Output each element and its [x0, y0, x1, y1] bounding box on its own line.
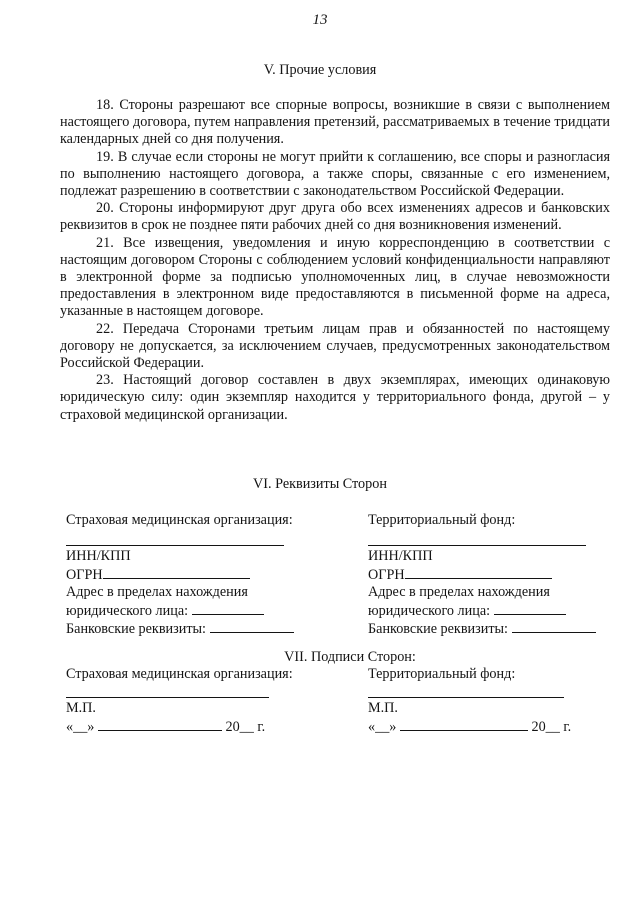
paragraph-19: 19. В случае если стороны не могут прийти к соглашению, все споры и разногласия по выполнению настоящего договора, а также споры, связанные с его изменением, подлежат разрешению в соответствии с законодательством Российской Федерации. — [60, 148, 610, 200]
right-inn-kpp: ИНН/КПП — [368, 548, 433, 565]
left-address-line — [192, 602, 264, 615]
left-ogrn-label: ОГРН — [66, 566, 103, 583]
right-bank-line — [512, 620, 596, 633]
left-address-row — [66, 602, 316, 620]
right-ogrn-label: ОГРН — [368, 566, 405, 583]
right-ogrn-row — [368, 566, 613, 584]
left-name-line — [66, 545, 284, 546]
right-bank-row — [368, 620, 613, 638]
left-address-2: юридического лица: — [66, 602, 189, 619]
section-6-title: VI. Реквизиты Сторон — [253, 476, 387, 492]
left-date-row — [66, 718, 316, 736]
left-bank-line — [210, 620, 294, 633]
right-date-year: 20__ г. — [531, 718, 572, 735]
right-date-row — [368, 718, 613, 736]
section-5-title: V. Прочие условия — [263, 62, 377, 78]
right-date-line — [400, 718, 528, 731]
right-party-label: Территориальный фонд: — [368, 512, 516, 528]
paragraph-18: 18. Стороны разрешают все спорные вопросы, возникшие в связи с выполнением настоящего договора, путем направления претензий, рассматриваемых в течение тридцати календарных дней со дня получения. — [60, 97, 610, 148]
right-signature-line — [368, 697, 564, 698]
right-ogrn-line — [405, 566, 552, 579]
right-sign-party: Территориальный фонд: — [368, 666, 516, 682]
page-number: 13 — [312, 12, 328, 28]
left-stamp-label: М.П. — [66, 700, 96, 717]
left-date-line — [98, 718, 222, 731]
section-5-body — [60, 97, 610, 424]
right-address-1: Адрес в пределах нахождения — [368, 584, 550, 601]
section-7-title: VII. Подписи Сторон: — [284, 649, 416, 665]
left-date-year: 20__ г. — [225, 718, 266, 735]
right-address-row — [368, 602, 613, 620]
left-inn-kpp: ИНН/КПП — [66, 548, 131, 565]
signature-left — [66, 666, 316, 736]
paragraph-20: 20. Стороны информируют друг друга обо всех изменениях адресов и банковских реквизитов в срок не позднее пяти рабочих дней со дня возникновения изменений. — [60, 200, 610, 234]
left-party-label: Страховая медицинская организация: — [66, 512, 293, 528]
left-bank-label: Банковские реквизиты: — [66, 621, 206, 638]
right-address-2: юридического лица: — [368, 602, 491, 619]
requisites-left — [66, 512, 316, 638]
paragraph-23: 23. Настоящий договор составлен в двух экземплярах, имеющих одинаковую юридическую силу: один экземпляр находится у территориального фонда, другой – у страховой медицинской организации. — [60, 372, 610, 423]
left-ogrn-row — [66, 566, 316, 584]
right-name-line — [368, 545, 586, 546]
left-date-day: «__» — [66, 718, 95, 735]
left-address-1: Адрес в пределах нахождения — [66, 584, 248, 601]
right-date-day: «__» — [368, 718, 397, 735]
signature-right — [368, 666, 613, 736]
left-sign-party: Страховая медицинская организация: — [66, 666, 293, 682]
left-bank-row — [66, 620, 316, 638]
left-signature-line — [66, 697, 269, 698]
right-bank-label: Банковские реквизиты: — [368, 621, 508, 638]
right-stamp-label: М.П. — [368, 700, 398, 717]
paragraph-21: 21. Все извещения, уведомления и иную корреспонденцию в соответствии с настоящим договором Стороны с соблюдением условий конфиденциальности направляют в электронной форме за подписью уполномоченных лиц, в случае невозможности предоставления в электронном виде предоставляются в письменной форме на адреса, указанные в настоящем договоре. — [60, 234, 610, 320]
paragraph-22: 22. Передача Сторонами третьим лицам прав и обязанностей по настоящему договору не допускается, за исключением случаев, предусмотренных законодательством Российской Федерации. — [60, 320, 610, 372]
requisites-right — [368, 512, 613, 638]
right-address-line — [494, 602, 566, 615]
left-ogrn-line — [103, 566, 250, 579]
